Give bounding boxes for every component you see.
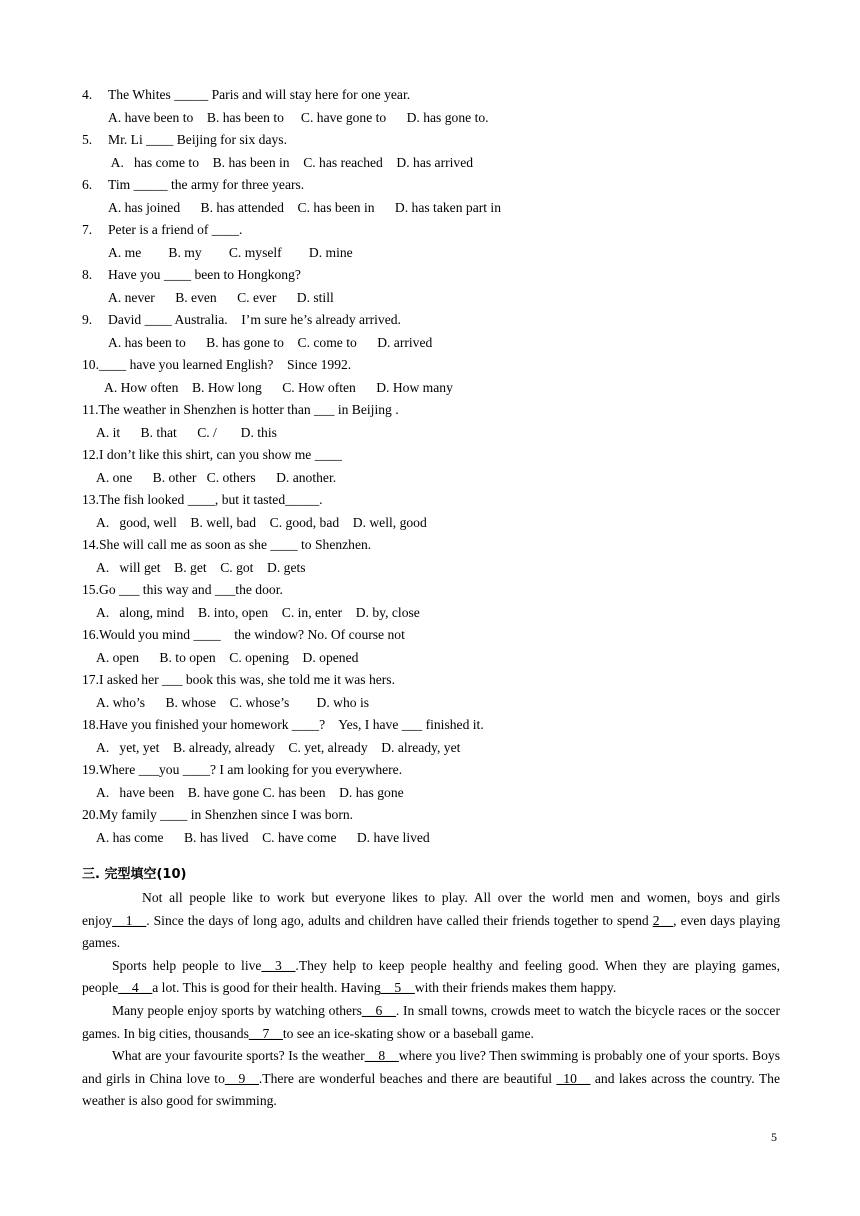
question-text: The Whites _____ Paris and will stay here for one year. — [108, 87, 411, 102]
blank-10: _10__ — [556, 1070, 591, 1086]
blank-5: __5__ — [380, 980, 415, 996]
passage-text: .They help to keep people healthy and feeling good. When they are playing games, people — [82, 957, 780, 996]
question-stem — [82, 264, 780, 287]
passage-text: and lakes across the country. The weather is also good for swimming. — [82, 1070, 780, 1109]
question-stem — [82, 399, 780, 422]
passage-paragraph-2 — [82, 955, 780, 1000]
question-text: David ____ Australia. I’m sure he’s already arrived. — [108, 312, 401, 327]
answer-options: A. never B. even C. ever D. still — [108, 289, 334, 305]
question-number: 14. — [82, 537, 99, 552]
question-stem — [82, 129, 780, 152]
question-text: Have you finished your homework ____? Yes, I have ___ finished it. — [99, 717, 484, 732]
blank-8: __8__ — [364, 1048, 399, 1064]
question-text: The weather in Shenzhen is hotter than ___ in Beijing . — [98, 402, 399, 417]
passage-paragraph-3 — [82, 1000, 780, 1045]
passage-text: Many people enjoy sports by watching others — [112, 1002, 362, 1018]
question-text: Have you ____ been to Hongkong? — [108, 267, 301, 282]
question-stem — [82, 444, 780, 467]
question-text: Peter is a friend of ____. — [108, 222, 243, 237]
answer-options: A. has joined B. has attended C. has been in D. has taken part in — [108, 199, 502, 215]
question-text: The fish looked ____, but it tasted_____. — [99, 492, 323, 507]
answer-options: A. How often B. How long C. How often D. How many — [104, 379, 453, 395]
answer-options: A. will get B. get C. got D. gets — [96, 559, 306, 575]
question-number: 15. — [82, 582, 99, 597]
passage-text: , even days playing games. — [82, 912, 780, 951]
question-number: 19. — [82, 762, 99, 777]
passage-paragraph-1 — [82, 887, 780, 955]
question-stem — [82, 219, 780, 242]
question-text: I don’t like this shirt, can you show me ____ — [99, 447, 342, 462]
question-stem — [82, 534, 780, 557]
question-number: 20. — [82, 807, 99, 822]
question-number: 10. — [82, 357, 99, 372]
blank-7: __7__ — [248, 1025, 283, 1041]
question-text: Where ___you ____? I am looking for you everywhere. — [99, 762, 403, 777]
passage-text: to see an ice-skating show or a baseball game. — [282, 1025, 534, 1041]
question-number: 9. — [82, 312, 93, 327]
question-number: 17. — [82, 672, 99, 687]
answer-options: A. one B. other C. others D. another. — [96, 469, 337, 485]
document-page — [82, 84, 780, 1113]
question-stem — [82, 489, 780, 512]
question-stem — [82, 309, 780, 332]
answer-options: A. have been to B. has been to C. have gone to D. has gone to. — [108, 109, 489, 125]
blank-6: __6__ — [361, 1002, 396, 1018]
answer-options: A. who’s B. whose C. whose’s D. who is — [96, 694, 370, 710]
question-text: She will call me as soon as she ____ to Shenzhen. — [99, 537, 372, 552]
answer-options: A. has come B. has lived C. have come D. have lived — [96, 829, 430, 845]
question-number: 13. — [82, 492, 99, 507]
passage-text: where you live? Then swimming is probably one of your sports. Boys and girls in China love to — [82, 1048, 780, 1086]
question-stem — [82, 354, 780, 377]
passage-text: .There are wonderful beaches and there are beautiful — [258, 1070, 557, 1086]
question-number: 12. — [82, 447, 99, 462]
blank-4: __4__ — [118, 980, 153, 996]
answer-options: A. good, well B. well, bad C. good, bad D. well, good — [96, 514, 427, 530]
answer-options: A. has been to B. has gone to C. come to D. arrived — [108, 334, 433, 350]
passage-text: . In small towns, crowds meet to watch the bicycle races or the soccer games. In big cities, thousands — [82, 1002, 780, 1041]
blank-2: 2__ — [652, 912, 674, 928]
passage-text: a lot. This is good for their health. Having — [152, 980, 381, 996]
question-number: 7. — [82, 222, 93, 237]
passage-text: Sports help people to live — [112, 957, 262, 973]
question-number: 6. — [82, 177, 93, 192]
question-stem — [82, 714, 780, 737]
passage-text: What are your favourite sports? Is the weather — [112, 1048, 365, 1064]
blank-3: __3__ — [261, 957, 296, 973]
page-number: 5 — [771, 1130, 777, 1144]
question-text: ____ have you learned English? Since 1992. — [99, 357, 352, 372]
passage-text: with their friends makes them happy. — [414, 980, 617, 996]
question-stem — [82, 579, 780, 602]
answer-options: A. along, mind B. into, open C. in, enter D. by, close — [96, 604, 420, 620]
question-number: 16. — [82, 627, 99, 642]
question-number: 4. — [82, 87, 93, 102]
question-stem — [82, 759, 780, 782]
question-stem — [82, 669, 780, 692]
answer-options: A. it B. that C. / D. this — [96, 424, 277, 440]
passage-text: Not all people like to work but everyone likes to play. All over the world men and women, boys and girls enjoy — [82, 890, 780, 928]
question-number: 18. — [82, 717, 99, 732]
answer-options: A. open B. to open C. opening D. opened — [96, 649, 359, 665]
question-text: Mr. Li ____ Beijing for six days. — [108, 132, 287, 147]
answer-options: A. has come to B. has been in C. has reached D. has arrived — [108, 154, 474, 170]
question-stem — [82, 804, 780, 827]
question-text: My family ____ in Shenzhen since I was born. — [99, 807, 354, 822]
question-stem — [82, 174, 780, 197]
question-text: Tim _____ the army for three years. — [108, 177, 305, 192]
question-number: 5. — [82, 132, 93, 147]
question-number: 8. — [82, 267, 93, 282]
section-title: 三. 完型填空(10) — [82, 867, 187, 882]
answer-options: A. yet, yet B. already, already C. yet, already D. already, yet — [96, 739, 461, 755]
blank-9: __9__ — [224, 1070, 259, 1086]
question-stem — [82, 624, 780, 647]
question-list — [82, 84, 780, 849]
question-text: Would you mind ____ the window? No. Of course not — [99, 627, 405, 642]
passage-paragraph-4 — [82, 1045, 780, 1113]
question-text: I asked her ___ book this was, she told me it was hers. — [99, 672, 395, 687]
question-number: 11. — [82, 402, 99, 417]
passage-text: . Since the days of long ago, adults and children have called their friends together to spend — [146, 912, 653, 928]
answer-options: A. me B. my C. myself D. mine — [108, 244, 353, 260]
blank-1: __1__ — [112, 912, 147, 928]
answer-options: A. have been B. have gone C. has been D. has gone — [96, 784, 404, 800]
question-text: Go ___ this way and ___the door. — [99, 582, 283, 597]
question-stem — [82, 84, 780, 107]
